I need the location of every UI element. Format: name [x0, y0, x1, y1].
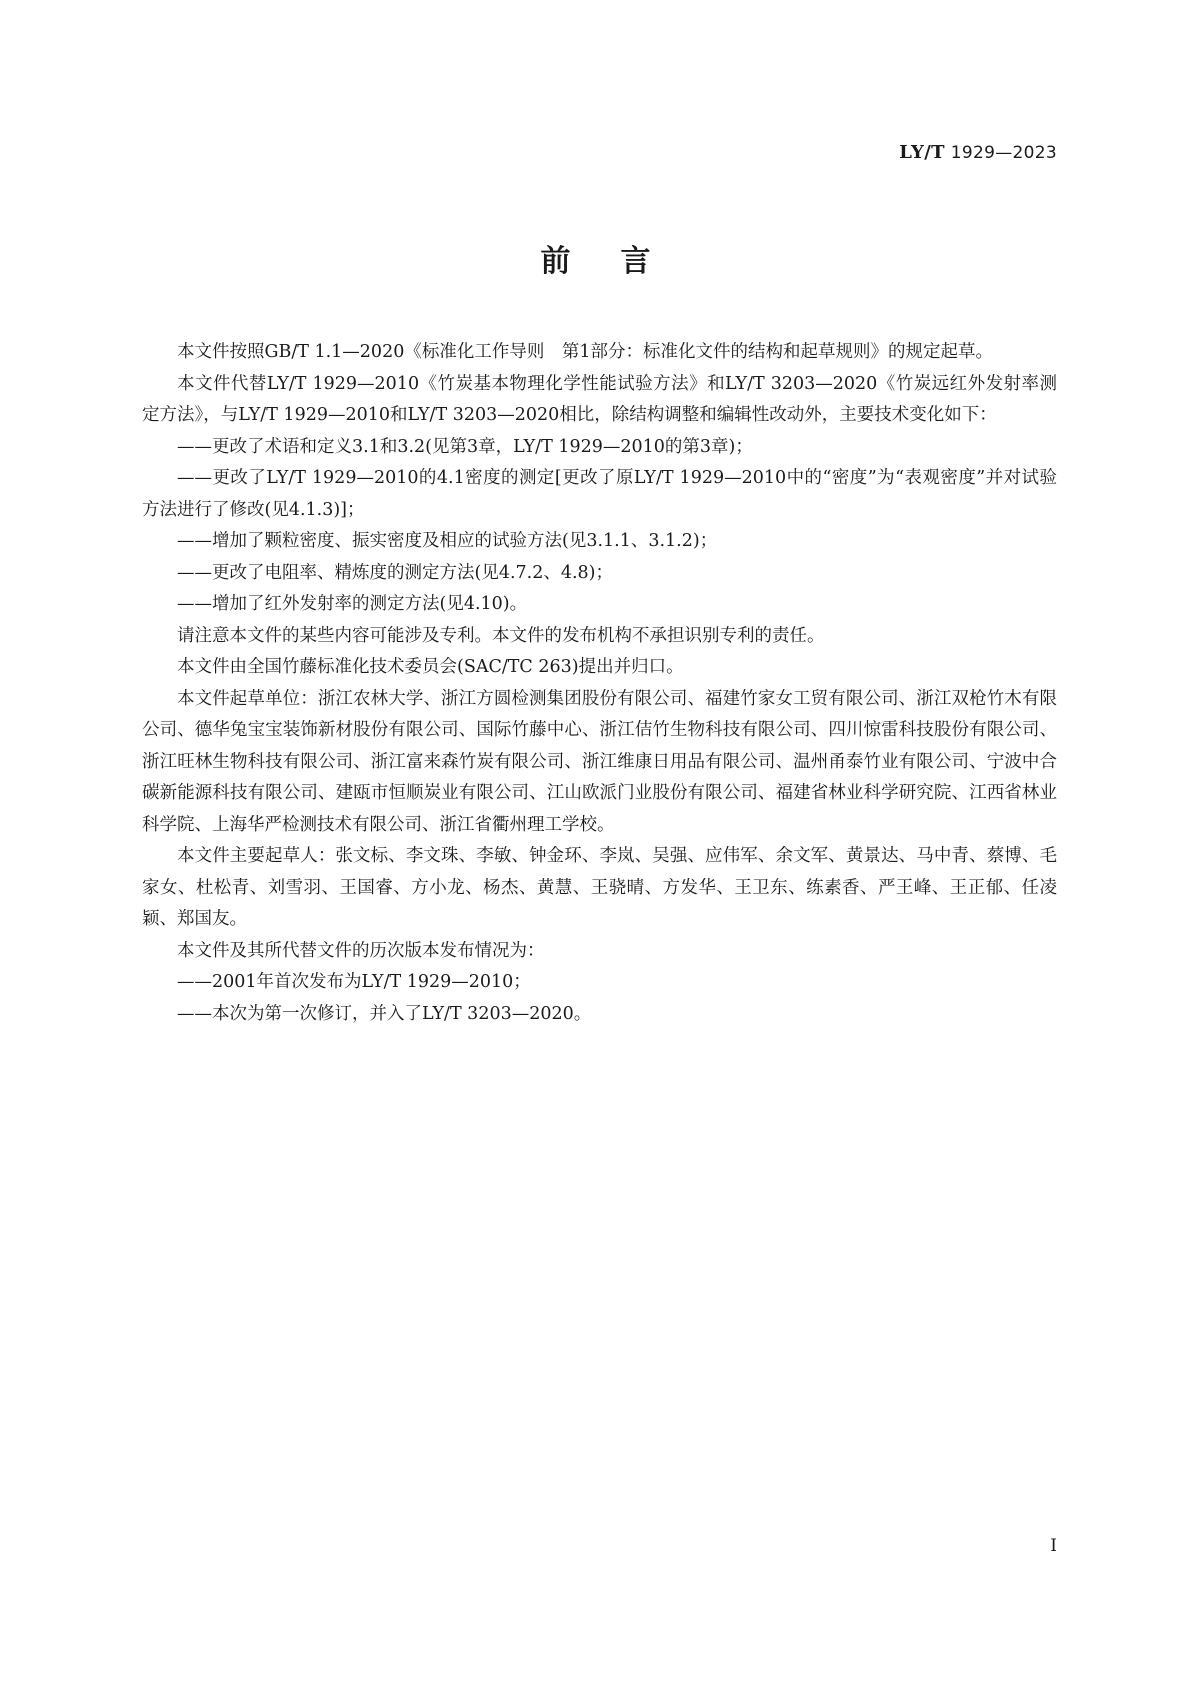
standard-code-prefix: LY/T — [899, 142, 945, 163]
paragraph-patent-notice: 请注意本文件的某些内容可能涉及专利。本文件的发布机构不承担识别专利的责任。 — [177, 625, 825, 646]
paragraph-version-history: 本文件及其所代替文件的历次版本发布情况为： — [177, 940, 545, 961]
standard-code-number: 1929—2023 — [950, 143, 1057, 163]
change-item: ——更改了术语和定义3.1和3.2(见第3章，LY/T 1929—2010的第3章)； — [177, 436, 753, 457]
version-item: ——2001年首次发布为LY/T 1929—2010； — [177, 972, 531, 992]
change-item: ——更改了LY/T 1929—2010的4.1密度的测定[更改了原LY/T 1929—2010中的“密度”为“表观密度”并对试验方法进行了修改(见4.1.3)]； — [142, 468, 1057, 520]
standard-code — [899, 142, 1057, 163]
change-item: ——增加了颗粒密度、振实密度及相应的试验方法(见3.1.1、3.1.2)； — [177, 531, 718, 551]
change-item: ——增加了红外发射率的测定方法(见4.10)。 — [177, 594, 528, 614]
paragraph-replaces: 本文件代替LY/T 1929—2010《竹炭基本物理化学性能试验方法》和LY/T 3203—2020《竹炭远红外发射率测定方法》，与LY/T 1929—2010和LY/T 3203—2020相比，除结构调整和编辑性改动外，主要技术变化如下： — [142, 373, 1057, 425]
page-number: I — [1050, 1536, 1057, 1556]
paragraph-committee: 本文件由全国竹藤标准化技术委员会(SAC/TC 263)提出并归口。 — [177, 657, 684, 677]
page-title: 前言 — [540, 244, 701, 279]
paragraph-drafters: 本文件主要起草人：张文标、李文珠、李敏、钟金环、李岚、吴强、应伟军、余文军、黄景达、马中青、蔡博、毛家女、杜松青、刘雪羽、王国睿、方小龙、杨杰、黄慧、王骁晴、方发华、王卫东、练素香、严王峰、王正郁、任凌颖、郑国友。 — [142, 846, 1057, 929]
paragraph-drafting-rules: 本文件按照GB/T 1.1—2020《标准化工作导则 第1部分：标准化文件的结构和起草规则》的规定起草。 — [177, 342, 993, 362]
paragraph-drafting-units: 本文件起草单位：浙江农林大学、浙江方圆检测集团股份有限公司、福建竹家女工贸有限公司、浙江双枪竹木有限公司、德华兔宝宝装饰新材股份有限公司、国际竹藤中心、浙江佶竹生物科技有限公司、四川惊雷科技股份有限公司、浙江旺林生物科技有限公司、浙江富来森竹炭有限公司、浙江维康日用品有限公司、温州甬泰竹业有限公司、宁波中合碳新能源科技有限公司、建瓯市恒顺炭业有限公司、江山欧派门业股份有限公司、福建省林业科学研究院、江西省林业科学院、上海华严检测技术有限公司、浙江省衢州理工学校。 — [142, 688, 1057, 835]
version-item: ——本次为第一次修订，并入了LY/T 3203—2020。 — [177, 1003, 592, 1024]
foreword-body — [142, 337, 1057, 1030]
change-item: ——更改了电阻率、精炼度的测定方法(见4.7.2、4.8)； — [177, 562, 614, 583]
